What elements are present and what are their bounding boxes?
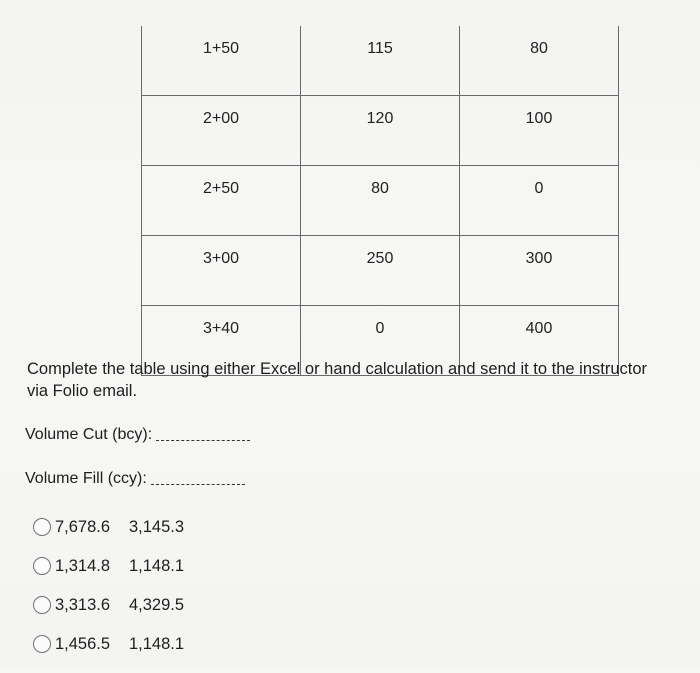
table-row: [142, 166, 619, 236]
radio-button[interactable]: [33, 557, 51, 575]
fill-area-cell: 300: [460, 236, 619, 306]
option-cut-value: 7,678.6: [55, 517, 111, 536]
fill-area-cell: 400: [460, 306, 619, 376]
volume-cut-label: Volume Cut (bcy):: [25, 426, 153, 443]
cut-area-cell: 250: [301, 236, 460, 306]
option-cut-value: 3,313.6: [55, 595, 111, 614]
station-cell: 2+00: [142, 96, 301, 166]
radio-button[interactable]: [33, 596, 51, 614]
cut-area-cell: 0: [301, 306, 460, 376]
cut-area-cell: 115: [301, 26, 460, 96]
answer-option[interactable]: [33, 634, 184, 654]
option-fill-value: 1,148.1: [129, 556, 185, 575]
table-row: [142, 96, 619, 166]
cut-area-cell: 120: [301, 96, 460, 166]
fill-area-cell: 80: [460, 26, 619, 96]
question-instructions: Complete the table using either Excel or hand calculation and send it to the instructor via Folio email.: [27, 360, 648, 400]
station-cell: 2+50: [142, 166, 301, 236]
radio-button[interactable]: [33, 518, 51, 536]
answer-option[interactable]: [33, 556, 184, 576]
answer-option[interactable]: [33, 595, 184, 615]
station-cell: 3+00: [142, 236, 301, 306]
option-fill-value: 3,145.3: [129, 517, 185, 536]
table-row: [142, 236, 619, 306]
answer-option[interactable]: [33, 517, 184, 537]
option-fill-value: 4,329.5: [129, 595, 185, 614]
volume-fill-field: [25, 470, 245, 488]
fill-area-cell: 100: [460, 96, 619, 166]
radio-button[interactable]: [33, 635, 51, 653]
option-cut-value: 1,456.5: [55, 634, 111, 653]
option-cut-value: 1,314.8: [55, 556, 111, 575]
station-table: [141, 26, 619, 376]
table-row: [142, 26, 619, 96]
volume-cut-field: [25, 426, 250, 444]
volume-cut-blank: [156, 440, 250, 441]
volume-fill-label: Volume Fill (ccy):: [25, 470, 147, 487]
station-cell: 3+40: [142, 306, 301, 376]
fill-area-cell: 0: [460, 166, 619, 236]
option-fill-value: 1,148.1: [129, 634, 185, 653]
volume-fill-blank: [151, 484, 245, 485]
cut-area-cell: 80: [301, 166, 460, 236]
answer-options: [33, 517, 184, 673]
station-cell: 1+50: [142, 26, 301, 96]
